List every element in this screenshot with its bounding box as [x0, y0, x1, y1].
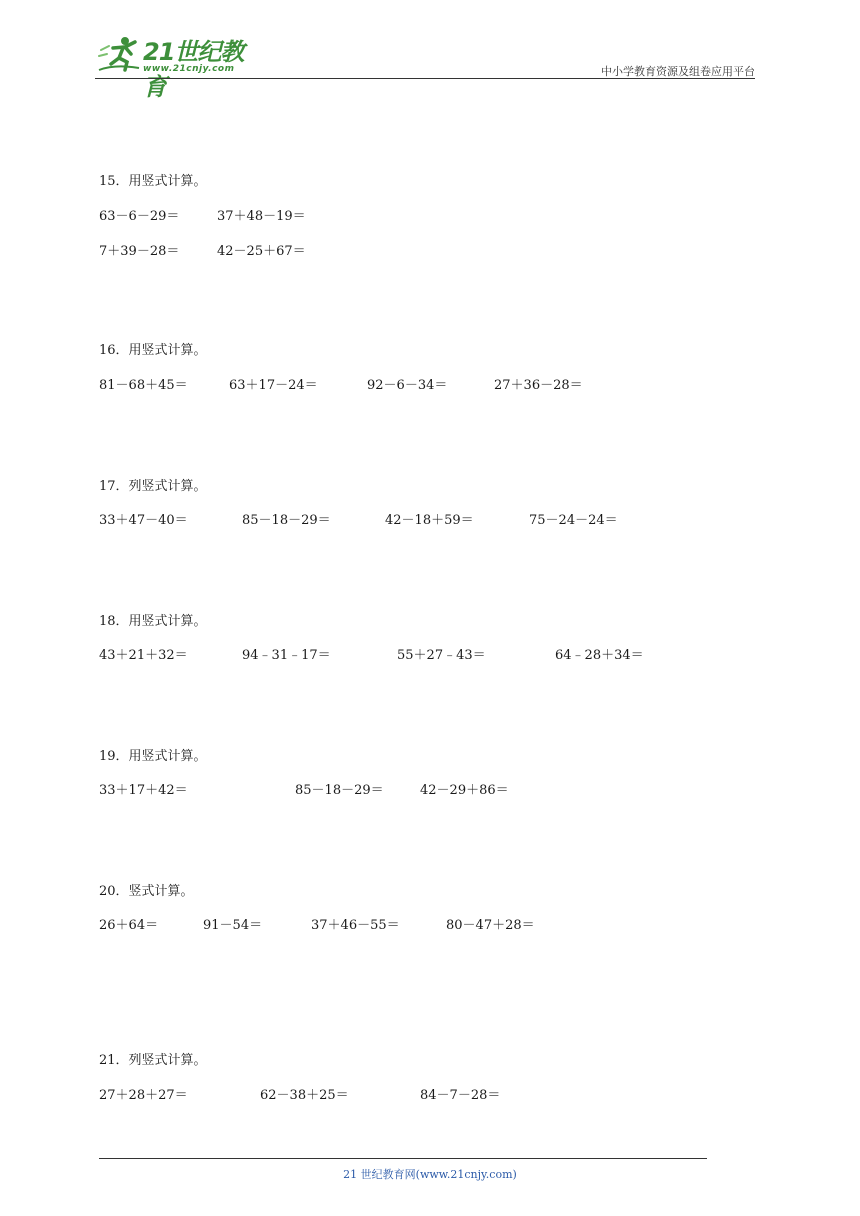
problem-15 [99, 172, 306, 262]
problem-title: 21．列竖式计算。 [99, 1053, 207, 1068]
logo [95, 34, 265, 101]
footer-link[interactable]: 21 世纪教育网(www.21cnjy.com) [343, 1168, 517, 1181]
header-divider [95, 78, 755, 79]
expression-row [99, 916, 535, 936]
problem-18 [99, 612, 644, 666]
expression: 27＋36－28＝ [494, 378, 583, 393]
expression: 43＋21＋32＝ [99, 648, 188, 663]
expression-row [99, 207, 306, 227]
footer-divider [99, 1158, 707, 1159]
problem-title: 16．用竖式计算。 [99, 343, 207, 358]
problem-16 [99, 341, 583, 396]
expression: 37＋48－19＝ [217, 209, 306, 224]
runner-logo-icon [95, 34, 143, 74]
expression: 94﹣31﹣17＝ [242, 648, 331, 663]
problem-21 [99, 1051, 501, 1106]
problem-title: 15．用竖式计算。 [99, 174, 207, 189]
expression: 85－18－29＝ [295, 783, 384, 798]
expression-row [99, 1086, 501, 1106]
expression: 42－18＋59＝ [385, 513, 474, 528]
expression: 64﹣28＋34＝ [555, 648, 644, 663]
expression: 91－54＝ [203, 918, 263, 933]
expression: 27＋28＋27＝ [99, 1088, 188, 1103]
problem-20 [99, 882, 535, 936]
platform-name: 中小学教育资源及组卷应用平台 [601, 65, 755, 78]
problem-title: 20．竖式计算。 [99, 884, 194, 899]
expression: 63－6－29＝ [99, 209, 180, 224]
problem-title: 19．用竖式计算。 [99, 749, 207, 764]
expression: 80－47＋28＝ [446, 918, 535, 933]
problem-title: 17．列竖式计算。 [99, 479, 207, 494]
problem-title: 18．用竖式计算。 [99, 614, 207, 629]
expression-row [99, 646, 644, 666]
expression: 63＋17－24＝ [229, 378, 318, 393]
expression: 33＋47－40＝ [99, 513, 188, 528]
expression: 55＋27﹣43＝ [397, 648, 486, 663]
expression-row [99, 781, 509, 801]
expression-row [99, 511, 618, 531]
problem-19 [99, 747, 509, 801]
logo-text: 21世纪教育 [143, 38, 244, 101]
expression: 7＋39－28＝ [99, 244, 180, 259]
page-header [95, 30, 755, 101]
expression: 62－38＋25＝ [260, 1088, 349, 1103]
expression: 85－18－29＝ [242, 513, 331, 528]
expression: 84－7－28＝ [420, 1088, 501, 1103]
expression: 26＋64＝ [99, 918, 159, 933]
expression: 92－6－34＝ [367, 378, 448, 393]
expression: 33＋17＋42＝ [99, 783, 188, 798]
expression: 37＋46－55＝ [311, 918, 400, 933]
expression: 75－24－24＝ [529, 513, 618, 528]
expression-row [99, 242, 306, 262]
problem-17 [99, 477, 618, 531]
expression: 81－68＋45＝ [99, 378, 188, 393]
expression: 42－29＋86＝ [420, 783, 509, 798]
expression-row [99, 376, 583, 396]
logo-url: www.21cnjy.com [143, 64, 235, 74]
expression: 42－25＋67＝ [217, 244, 306, 259]
